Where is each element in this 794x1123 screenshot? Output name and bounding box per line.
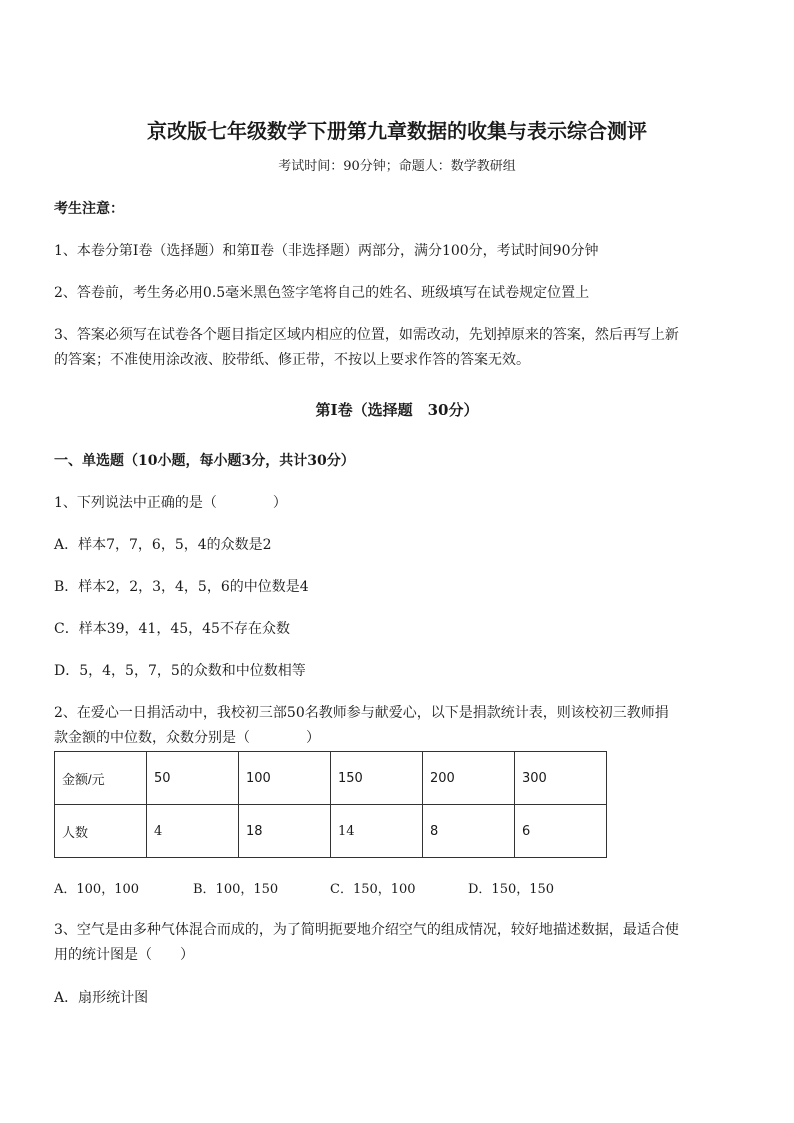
question-2-option-a: A．100，100 — [54, 882, 140, 897]
table-cell: 150 — [331, 752, 423, 805]
table-cell: 18 — [239, 805, 331, 858]
question-3-stem-line2: 用的统计图是（ ） — [54, 947, 194, 963]
table-cell: 50 — [147, 752, 239, 805]
question-2-stem-line1: 2、在爱心一日捐活动中，我校初三部50名教师参与献爱心，以下是捐款统计表，则该校初三教师捐 — [54, 705, 669, 721]
question-2-option-b: B．100，150 — [193, 882, 279, 897]
table-cell: 4 — [147, 805, 239, 858]
table-row — [55, 752, 607, 805]
notice-item-3-line2: 的答案；不准使用涂改液、胶带纸、修正带，不按以上要求作答的答案无效。 — [54, 352, 530, 368]
question-2-option-c: C．150，100 — [330, 882, 416, 897]
table-cell: 8 — [423, 805, 515, 858]
question-1-option-c: C．样本39，41，45，45不存在众数 — [54, 621, 290, 637]
exam-subtitle: 考试时间：90分钟；命题人：数学教研组 — [278, 159, 516, 174]
table-row — [55, 805, 607, 858]
notice-heading: 考生注意： — [54, 201, 124, 217]
question-2-option-d: D．150，150 — [468, 882, 555, 897]
question-3-option-a: A．扇形统计图 — [54, 990, 149, 1006]
table-cell: 200 — [423, 752, 515, 805]
notice-item-1: 1、本卷分第Ⅰ卷（选择题）和第Ⅱ卷（非选择题）两部分，满分100分，考试时间90分钟 — [54, 243, 599, 259]
question-3-stem-line1: 3、空气是由多种气体混合而成的，为了简明扼要地介绍空气的组成情况，较好地描述数据，最适合使 — [54, 922, 679, 938]
table-cell: 300 — [515, 752, 607, 805]
question-1-stem: 1、下列说法中正确的是（ ） — [54, 495, 287, 511]
exam-title: 京改版七年级数学下册第九章数据的收集与表示综合测评 — [147, 119, 647, 143]
question-1-option-b: B．样本2，2，3，4，5，6的中位数是4 — [54, 579, 309, 595]
table-cell-count-label: 人数 — [55, 805, 147, 858]
table-cell-amount-label: 金额/元 — [55, 752, 147, 805]
notice-item-3-line1: 3、答案必须写在试卷各个题目指定区域内相应的位置，如需改动，先划掉原来的答案，然后再写上新 — [54, 327, 679, 343]
question-2-stem-line2: 款金额的中位数，众数分别是（ ） — [54, 730, 320, 746]
notice-item-2: 2、答卷前，考生务必用0.5毫米黑色签字笔将自己的姓名、班级填写在试卷规定位置上 — [54, 285, 590, 301]
table-cell: 100 — [239, 752, 331, 805]
table-cell: 6 — [515, 805, 607, 858]
section-title: 第Ⅰ卷（选择题 30分） — [315, 401, 479, 419]
question-1-option-a: A．样本7，7，6，5，4的众数是2 — [54, 537, 272, 553]
donation-table — [54, 751, 607, 858]
table-cell: 14 — [331, 805, 423, 858]
question-1-option-d: D．5，4，5，7，5的众数和中位数相等 — [54, 663, 306, 679]
part-heading: 一、单选题（10小题，每小题3分，共计30分） — [54, 453, 355, 469]
